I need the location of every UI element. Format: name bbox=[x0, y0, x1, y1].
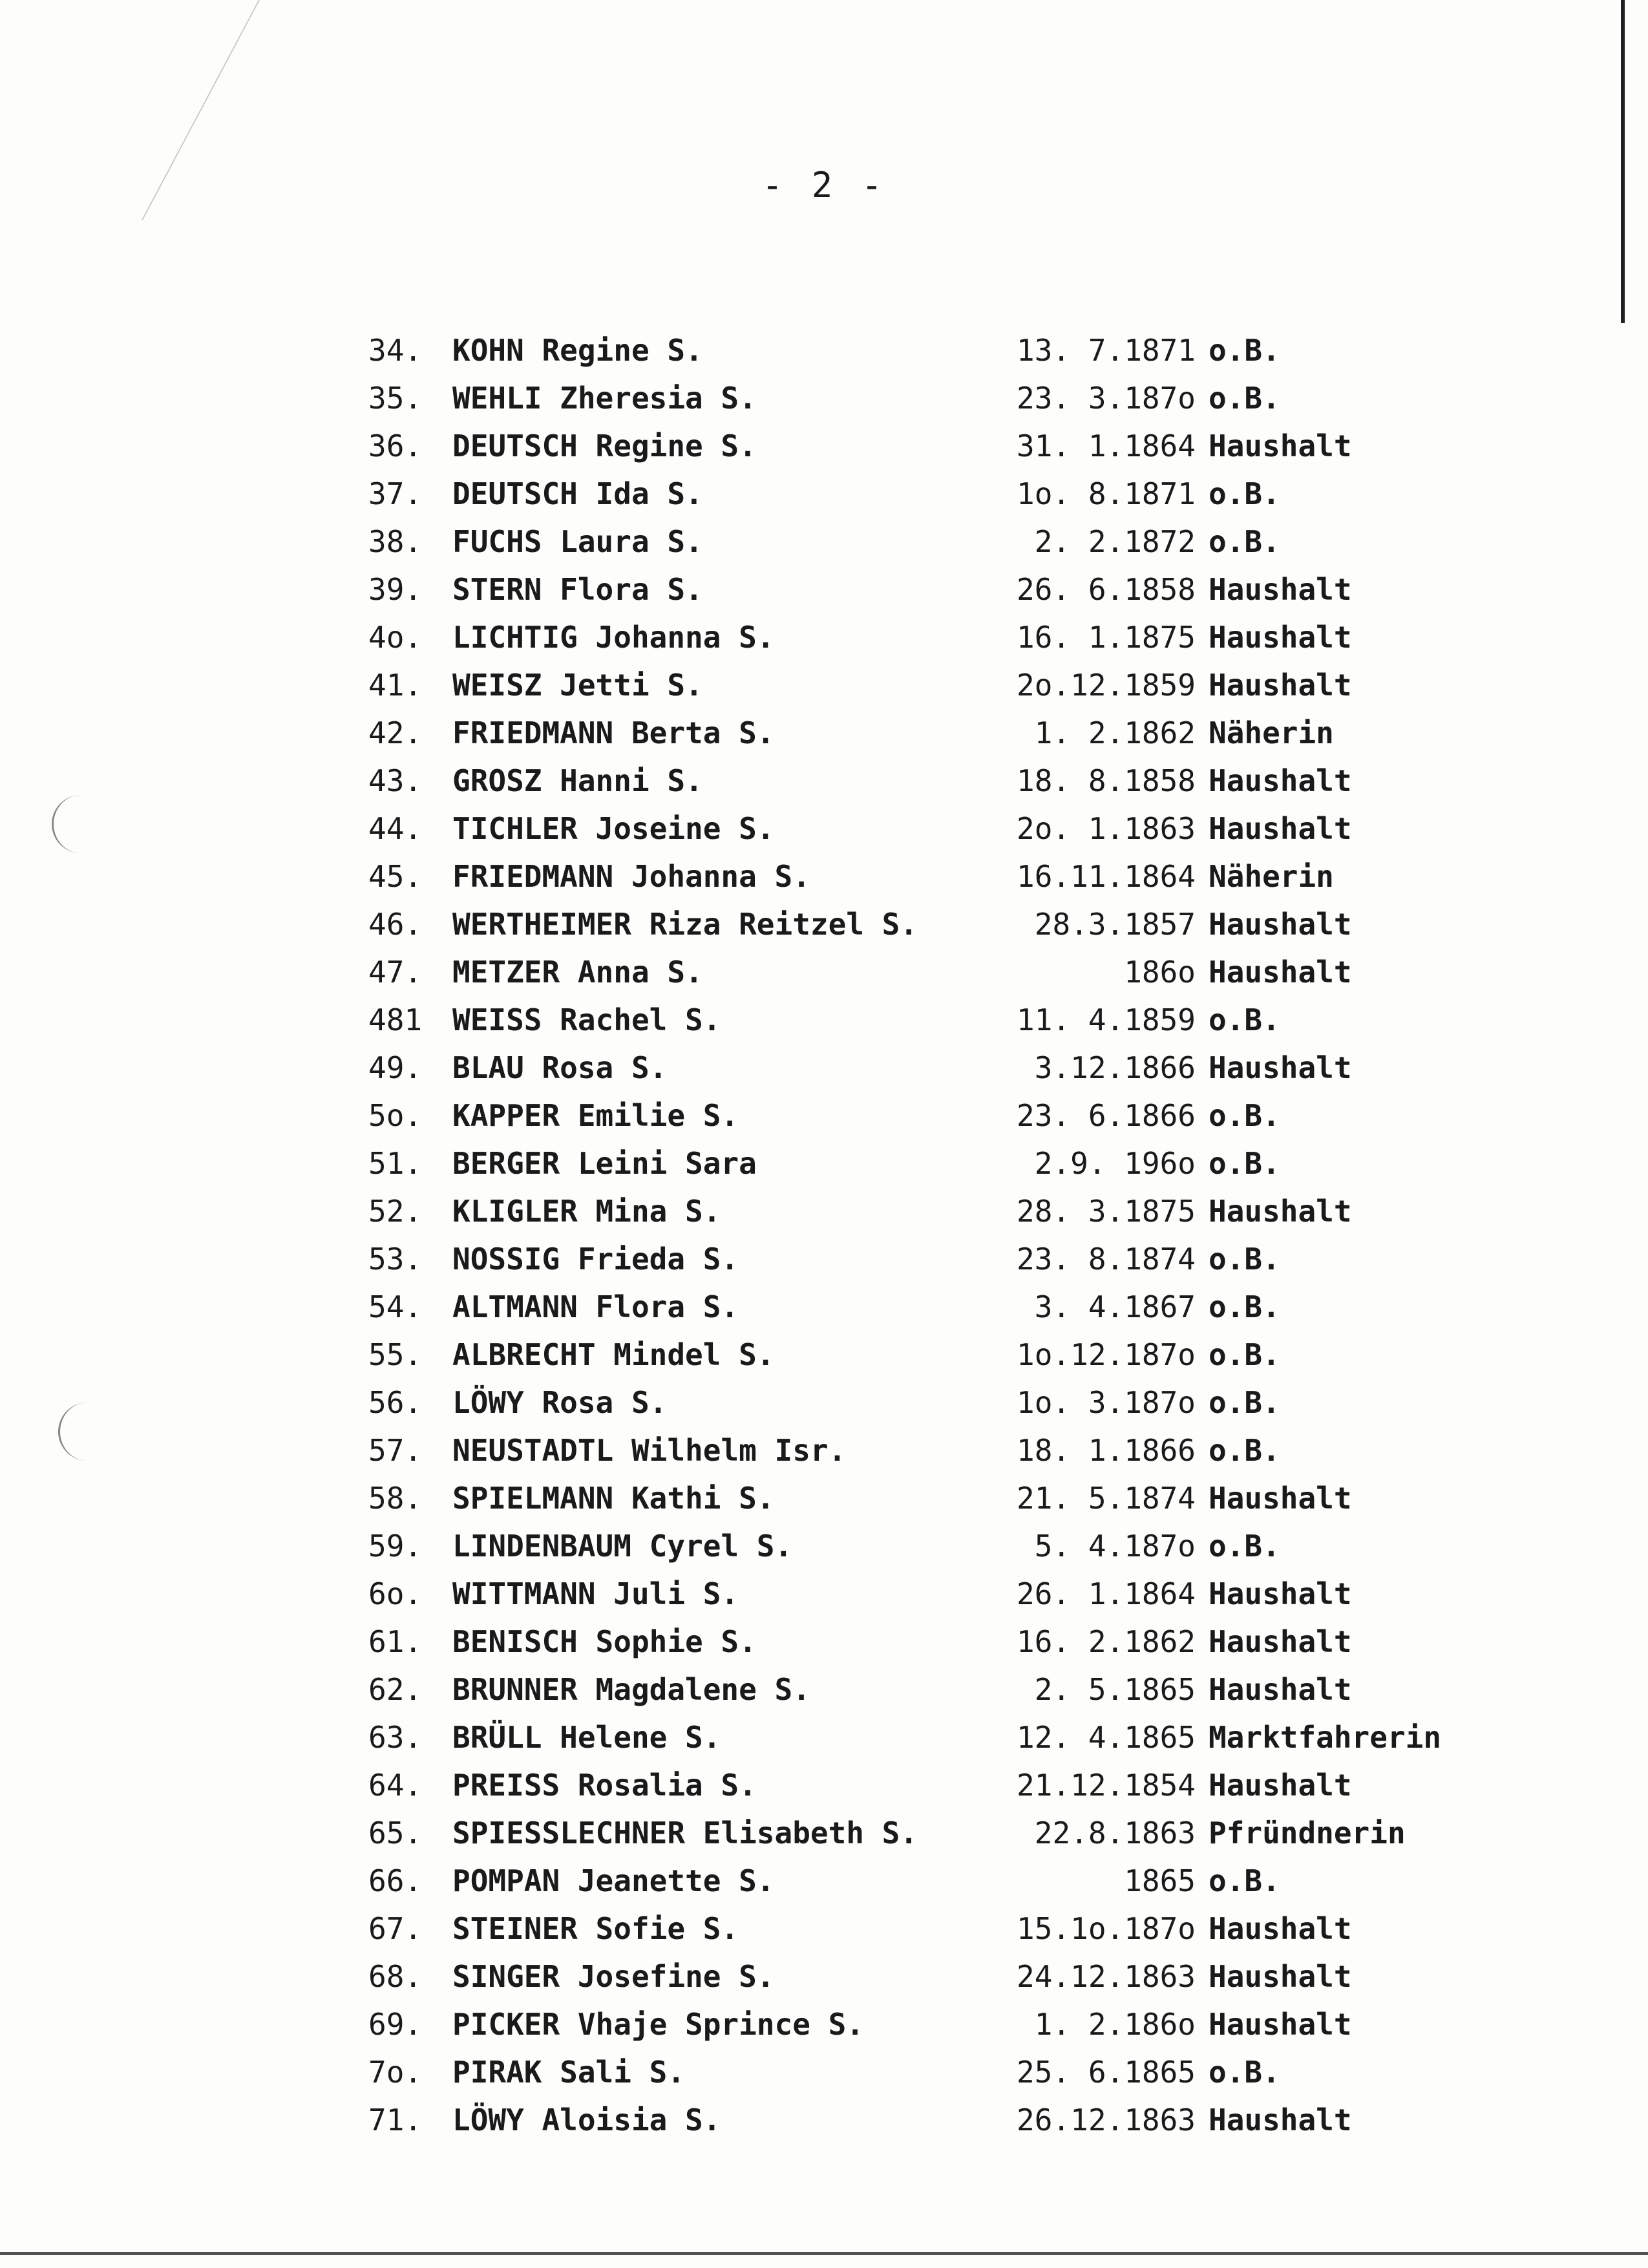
occupation: o.B. bbox=[1209, 1098, 1280, 1133]
occupation: o.B. bbox=[1209, 1337, 1280, 1372]
birth-date: 18. 8.1858 bbox=[1017, 763, 1196, 798]
list-item bbox=[368, 2000, 1532, 2048]
occupation: o.B. bbox=[1209, 1146, 1280, 1181]
entry-number: 46. bbox=[368, 907, 423, 942]
entry-number: 481 bbox=[368, 1002, 423, 1037]
person-name: BRÜLL Helene S. bbox=[452, 1720, 721, 1755]
list-item bbox=[368, 709, 1532, 757]
birth-date: 26. 1.1864 bbox=[1017, 1576, 1196, 1611]
occupation: Haushalt bbox=[1209, 620, 1352, 655]
entry-number: 36. bbox=[368, 429, 423, 463]
birth-date: 23. 6.1866 bbox=[1017, 1098, 1196, 1133]
birth-date: 15.1o.187o bbox=[1017, 1911, 1196, 1946]
list-item bbox=[368, 1761, 1532, 1809]
birth-date: 2. 2.1872 bbox=[1034, 524, 1196, 559]
entry-number: 7o. bbox=[368, 2055, 423, 2090]
occupation: Haushalt bbox=[1209, 1624, 1352, 1659]
occupation: Haushalt bbox=[1209, 1768, 1352, 1803]
entry-number: 62. bbox=[368, 1672, 423, 1707]
birth-date: 11. 4.1859 bbox=[1017, 1002, 1196, 1037]
occupation: Haushalt bbox=[1209, 1911, 1352, 1946]
birth-date: 23. 3.187o bbox=[1017, 381, 1196, 416]
person-name: GROSZ Hanni S. bbox=[452, 763, 703, 798]
person-name: BERGER Leini Sara bbox=[452, 1146, 757, 1181]
list-item bbox=[368, 1187, 1532, 1235]
page-number: - 2 - bbox=[761, 165, 887, 206]
occupation: Näherin bbox=[1209, 715, 1334, 750]
occupation: o.B. bbox=[1209, 333, 1280, 368]
person-name: POMPAN Jeanette S. bbox=[452, 1863, 775, 1898]
occupation: o.B. bbox=[1209, 381, 1280, 416]
occupation: Haushalt bbox=[1209, 2007, 1352, 2042]
entry-number: 69. bbox=[368, 2007, 423, 2042]
occupation: Haushalt bbox=[1209, 955, 1352, 990]
person-name: WEISZ Jetti S. bbox=[452, 668, 703, 703]
occupation: o.B. bbox=[1209, 1289, 1280, 1324]
occupation: Haushalt bbox=[1209, 907, 1352, 942]
entry-number: 45. bbox=[368, 859, 423, 894]
person-name: LICHTIG Johanna S. bbox=[452, 620, 775, 655]
entry-number: 58. bbox=[368, 1481, 423, 1516]
list-item bbox=[368, 1522, 1532, 1570]
birth-date: 21.12.1854 bbox=[1017, 1768, 1196, 1803]
occupation: Haushalt bbox=[1209, 1050, 1352, 1085]
person-name: LÖWY Aloisia S. bbox=[452, 2103, 721, 2137]
list-item bbox=[368, 757, 1532, 805]
entry-number: 34. bbox=[368, 333, 423, 368]
entry-number: 66. bbox=[368, 1863, 423, 1898]
person-name: SPIELMANN Kathi S. bbox=[452, 1481, 775, 1516]
list-item bbox=[368, 1809, 1532, 1857]
person-name: PREISS Rosalia S. bbox=[452, 1768, 757, 1803]
occupation: Haushalt bbox=[1209, 1481, 1352, 1516]
birth-date: 1. 2.1862 bbox=[1034, 715, 1196, 750]
entry-number: 57. bbox=[368, 1433, 423, 1468]
occupation: o.B. bbox=[1209, 476, 1280, 511]
occupation: Haushalt bbox=[1209, 1576, 1352, 1611]
entry-number: 56. bbox=[368, 1385, 423, 1420]
person-name: PICKER Vhaje Sprince S. bbox=[452, 2007, 864, 2042]
occupation: Haushalt bbox=[1209, 2103, 1352, 2137]
entry-number: 51. bbox=[368, 1146, 423, 1181]
birth-date: 16. 1.1875 bbox=[1017, 620, 1196, 655]
list-item bbox=[368, 1426, 1532, 1474]
birth-date: 1o.12.187o bbox=[1017, 1337, 1196, 1372]
birth-date: 16. 2.1862 bbox=[1017, 1624, 1196, 1659]
occupation: Haushalt bbox=[1209, 572, 1352, 607]
occupation: Haushalt bbox=[1209, 1959, 1352, 1994]
person-name: DEUTSCH Ida S. bbox=[452, 476, 703, 511]
occupation: o.B. bbox=[1209, 2055, 1280, 2090]
person-name: TICHLER Joseine S. bbox=[452, 811, 775, 846]
list-item bbox=[368, 661, 1532, 709]
person-name: BRUNNER Magdalene S. bbox=[452, 1672, 810, 1707]
person-name: LÖWY Rosa S. bbox=[452, 1385, 668, 1420]
entry-number: 41. bbox=[368, 668, 423, 703]
list-item bbox=[368, 1139, 1532, 1187]
person-name: SINGER Josefine S. bbox=[452, 1959, 775, 1994]
occupation: Haushalt bbox=[1209, 668, 1352, 703]
list-item bbox=[368, 613, 1532, 661]
list-item bbox=[368, 805, 1532, 853]
entry-number: 61. bbox=[368, 1624, 423, 1659]
entry-number: 55. bbox=[368, 1337, 423, 1372]
list-item bbox=[368, 1953, 1532, 2000]
person-name: WERTHEIMER Riza Reitzel S. bbox=[452, 907, 918, 942]
list-item bbox=[368, 518, 1532, 566]
list-item bbox=[368, 853, 1532, 900]
person-name: WEHLI Zheresia S. bbox=[452, 381, 757, 416]
list-item bbox=[368, 1474, 1532, 1522]
entry-number: 44. bbox=[368, 811, 423, 846]
scan-edge-right bbox=[1621, 0, 1625, 323]
list-item bbox=[368, 326, 1532, 374]
list-item bbox=[368, 422, 1532, 470]
person-name: NOSSIG Frieda S. bbox=[452, 1242, 739, 1277]
entry-number: 4o. bbox=[368, 620, 423, 655]
person-name: WITTMANN Juli S. bbox=[452, 1576, 739, 1611]
list-item bbox=[368, 1857, 1532, 1905]
entry-number: 6o. bbox=[368, 1576, 423, 1611]
scan-edge-bottom bbox=[0, 2252, 1648, 2255]
birth-date: 28.3.1857 bbox=[1034, 907, 1196, 942]
occupation: o.B. bbox=[1209, 524, 1280, 559]
entry-number: 43. bbox=[368, 763, 423, 798]
list-item bbox=[368, 1618, 1532, 1666]
person-name: DEUTSCH Regine S. bbox=[452, 429, 757, 463]
birth-date: 1. 2.186o bbox=[1034, 2007, 1196, 2042]
occupation: Haushalt bbox=[1209, 763, 1352, 798]
entry-number: 59. bbox=[368, 1529, 423, 1563]
list-item bbox=[368, 1570, 1532, 1618]
birth-date: 2o. 1.1863 bbox=[1017, 811, 1196, 846]
birth-date: 2.9. 196o bbox=[1034, 1146, 1196, 1181]
list-item bbox=[368, 1235, 1532, 1283]
name-list bbox=[368, 326, 1532, 2144]
person-name: FUCHS Laura S. bbox=[452, 524, 703, 559]
person-name: STEINER Sofie S. bbox=[452, 1911, 739, 1946]
entry-number: 53. bbox=[368, 1242, 423, 1277]
person-name: WEISS Rachel S. bbox=[452, 1002, 721, 1037]
entry-number: 42. bbox=[368, 715, 423, 750]
birth-date: 21. 5.1874 bbox=[1017, 1481, 1196, 1516]
birth-date: 3.12.1866 bbox=[1034, 1050, 1196, 1085]
list-item bbox=[368, 996, 1532, 1044]
occupation: Haushalt bbox=[1209, 811, 1352, 846]
list-item bbox=[368, 1044, 1532, 1092]
entry-number: 49. bbox=[368, 1050, 423, 1085]
person-name: KOHN Regine S. bbox=[452, 333, 703, 368]
birth-date: 1o. 3.187o bbox=[1017, 1385, 1196, 1420]
occupation: o.B. bbox=[1209, 1433, 1280, 1468]
list-item bbox=[368, 374, 1532, 422]
birth-date: 1865 bbox=[1124, 1863, 1196, 1898]
person-name: PIRAK Sali S. bbox=[452, 2055, 686, 2090]
entry-number: 52. bbox=[368, 1194, 423, 1229]
birth-date: 31. 1.1864 bbox=[1017, 429, 1196, 463]
person-name: NEUSTADTL Wilhelm Isr. bbox=[452, 1433, 847, 1468]
occupation: o.B. bbox=[1209, 1529, 1280, 1563]
person-name: KAPPER Emilie S. bbox=[452, 1098, 739, 1133]
occupation: Näherin bbox=[1209, 859, 1334, 894]
birth-date: 26.12.1863 bbox=[1017, 2103, 1196, 2137]
occupation: Marktfahrerin bbox=[1209, 1720, 1442, 1755]
person-name: LINDENBAUM Cyrel S. bbox=[452, 1529, 793, 1563]
birth-date: 2. 5.1865 bbox=[1034, 1672, 1196, 1707]
birth-date: 3. 4.1867 bbox=[1034, 1289, 1196, 1324]
list-item bbox=[368, 2096, 1532, 2144]
occupation: Pfründnerin bbox=[1209, 1816, 1406, 1850]
list-item bbox=[368, 1283, 1532, 1331]
person-name: BLAU Rosa S. bbox=[452, 1050, 668, 1085]
entry-number: 54. bbox=[368, 1289, 423, 1324]
person-name: KLIGLER Mina S. bbox=[452, 1194, 721, 1229]
birth-date: 25. 6.1865 bbox=[1017, 2055, 1196, 2090]
birth-date: 26. 6.1858 bbox=[1017, 572, 1196, 607]
person-name: BENISCH Sophie S. bbox=[452, 1624, 757, 1659]
entry-number: 5o. bbox=[368, 1098, 423, 1133]
entry-number: 37. bbox=[368, 476, 423, 511]
punch-hole bbox=[52, 795, 99, 853]
birth-date: 13. 7.1871 bbox=[1017, 333, 1196, 368]
list-item bbox=[368, 948, 1532, 996]
birth-date: 5. 4.187o bbox=[1034, 1529, 1196, 1563]
person-name: FRIEDMANN Berta S. bbox=[452, 715, 775, 750]
list-item bbox=[368, 1331, 1532, 1379]
birth-date: 16.11.1864 bbox=[1017, 859, 1196, 894]
entry-number: 67. bbox=[368, 1911, 423, 1946]
birth-date: 1o. 8.1871 bbox=[1017, 476, 1196, 511]
entry-number: 47. bbox=[368, 955, 423, 990]
list-item bbox=[368, 1379, 1532, 1426]
birth-date: 24.12.1863 bbox=[1017, 1959, 1196, 1994]
person-name: ALTMANN Flora S. bbox=[452, 1289, 739, 1324]
birth-date: 22.8.1863 bbox=[1034, 1816, 1196, 1850]
person-name: SPIESSLECHNER Elisabeth S. bbox=[452, 1816, 918, 1850]
list-item bbox=[368, 1666, 1532, 1713]
list-item bbox=[368, 1092, 1532, 1139]
list-item bbox=[368, 470, 1532, 518]
occupation: o.B. bbox=[1209, 1863, 1280, 1898]
list-item bbox=[368, 566, 1532, 613]
occupation: o.B. bbox=[1209, 1385, 1280, 1420]
list-item bbox=[368, 1905, 1532, 1953]
birth-date: 2o.12.1859 bbox=[1017, 668, 1196, 703]
birth-date: 12. 4.1865 bbox=[1017, 1720, 1196, 1755]
occupation: o.B. bbox=[1209, 1002, 1280, 1037]
entry-number: 63. bbox=[368, 1720, 423, 1755]
occupation: Haushalt bbox=[1209, 1672, 1352, 1707]
birth-date: 28. 3.1875 bbox=[1017, 1194, 1196, 1229]
list-item bbox=[368, 1713, 1532, 1761]
list-item bbox=[368, 900, 1532, 948]
occupation: Haushalt bbox=[1209, 1194, 1352, 1229]
person-name: FRIEDMANN Johanna S. bbox=[452, 859, 810, 894]
person-name: METZER Anna S. bbox=[452, 955, 703, 990]
birth-date: 18. 1.1866 bbox=[1017, 1433, 1196, 1468]
birth-date: 23. 8.1874 bbox=[1017, 1242, 1196, 1277]
person-name: ALBRECHT Mindel S. bbox=[452, 1337, 775, 1372]
occupation: o.B. bbox=[1209, 1242, 1280, 1277]
entry-number: 68. bbox=[368, 1959, 423, 1994]
entry-number: 71. bbox=[368, 2103, 423, 2137]
entry-number: 64. bbox=[368, 1768, 423, 1803]
entry-number: 35. bbox=[368, 381, 423, 416]
entry-number: 38. bbox=[368, 524, 423, 559]
entry-number: 39. bbox=[368, 572, 423, 607]
entry-number: 65. bbox=[368, 1816, 423, 1850]
person-name: STERN Flora S. bbox=[452, 572, 703, 607]
occupation: Haushalt bbox=[1209, 429, 1352, 463]
list-item bbox=[368, 2048, 1532, 2096]
birth-date: 186o bbox=[1124, 955, 1196, 990]
punch-hole bbox=[58, 1403, 105, 1461]
